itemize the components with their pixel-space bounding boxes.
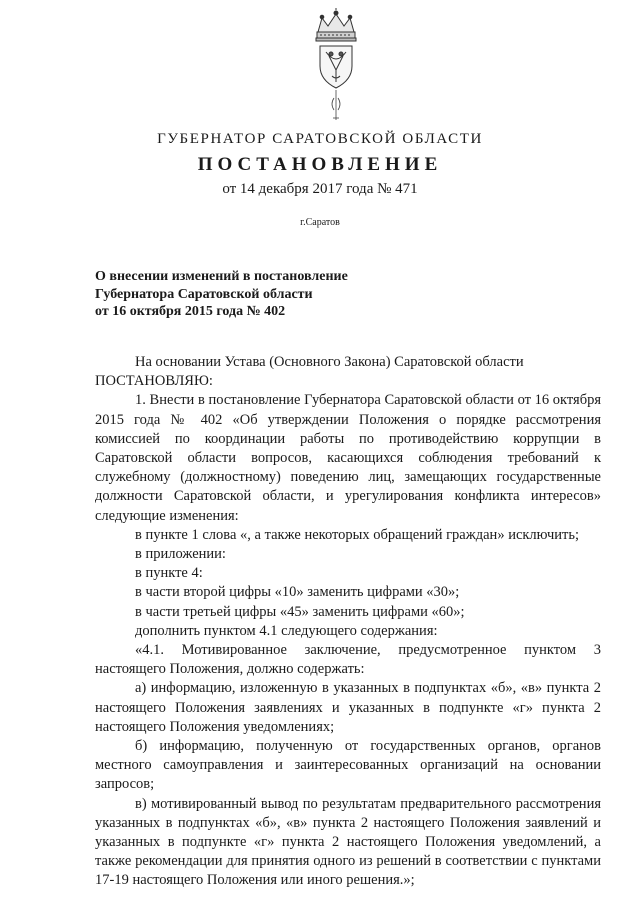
item-1-paragraph: 1. Внести в постановление Губернатора Саратовской области от 16 октября 2015 года № 402 «Об утверждении Положения о порядке рассмотрения комиссией по координации работы по противодействию коррупции в Саратовской области вопросов, касающихся соблюдения требований к служебному (должностному) поведению лиц, замещающих государственные должности Саратовской области, и урегулирования конфликта интересов» следующие изменения: [95, 392, 601, 524]
document-body [95, 353, 601, 891]
subject-line: Губернатора Саратовской области [95, 286, 313, 302]
decree-word: ПОСТАНОВЛЯЮ: [95, 373, 213, 390]
change-paragraph: в части третьей цифры «45» заменить цифрами «60»; [135, 603, 465, 620]
document-date-number: от 14 декабря 2017 года № 471 [222, 181, 418, 197]
coat-of-arms-icon [296, 8, 376, 126]
change-paragraph: в части второй цифры «10» заменить цифрами «30»; [135, 584, 460, 601]
subject-line: О внесении изменений в постановление [95, 269, 348, 284]
change-paragraph: в приложении: [135, 546, 226, 563]
document-subject [95, 268, 348, 321]
basis-paragraph: На основании Устава (Основного Закона) Саратовской области [135, 354, 524, 370]
document-city: г.Саратов [300, 217, 340, 228]
clause-4-1-c-paragraph: в) мотивированный вывод по результатам предварительного рассмотрения указанных в подпунктах «б», «в» пункта 2 настоящего Положения заявлений и указанных в подпункте «г» пункта 2 настоящего Положения уведомлений, а также рекомендации для принятия одного из решений в соответствии с пунктами 17-19 настоящего Положения или иного решения.»; [95, 795, 601, 889]
change-paragraph: дополнить пунктом 4.1 следующего содержания: [135, 622, 438, 639]
document-type-title: ПОСТАНОВЛЕНИЕ [197, 154, 443, 175]
clause-4-1-a-paragraph: а) информацию, изложенную в указанных в подпунктах «б», «в» пункта 2 настоящего Положения заявлениях и указанных в подпункте «г» пункта 2 настоящего Положения уведомлениях; [95, 680, 601, 735]
clause-4-1-paragraph: «4.1. Мотивированное заключение, предусмотренное пунктом 3 настоящего Положения, должно содержать: [95, 642, 601, 678]
subject-line: от 16 октября 2015 года № 402 [95, 304, 286, 319]
change-paragraph: в пункте 1 слова «, а также некоторых обращений граждан» исключить; [135, 526, 579, 543]
governor-heading: ГУБЕРНАТОР САРАТОВСКОЙ ОБЛАСТИ [157, 131, 483, 147]
change-paragraph: в пункте 4: [135, 565, 203, 582]
clause-4-1-b-paragraph: б) информацию, полученную от государственных органов, органов местного самоуправления и заинтересованных организаций на основании запросов; [95, 738, 601, 793]
